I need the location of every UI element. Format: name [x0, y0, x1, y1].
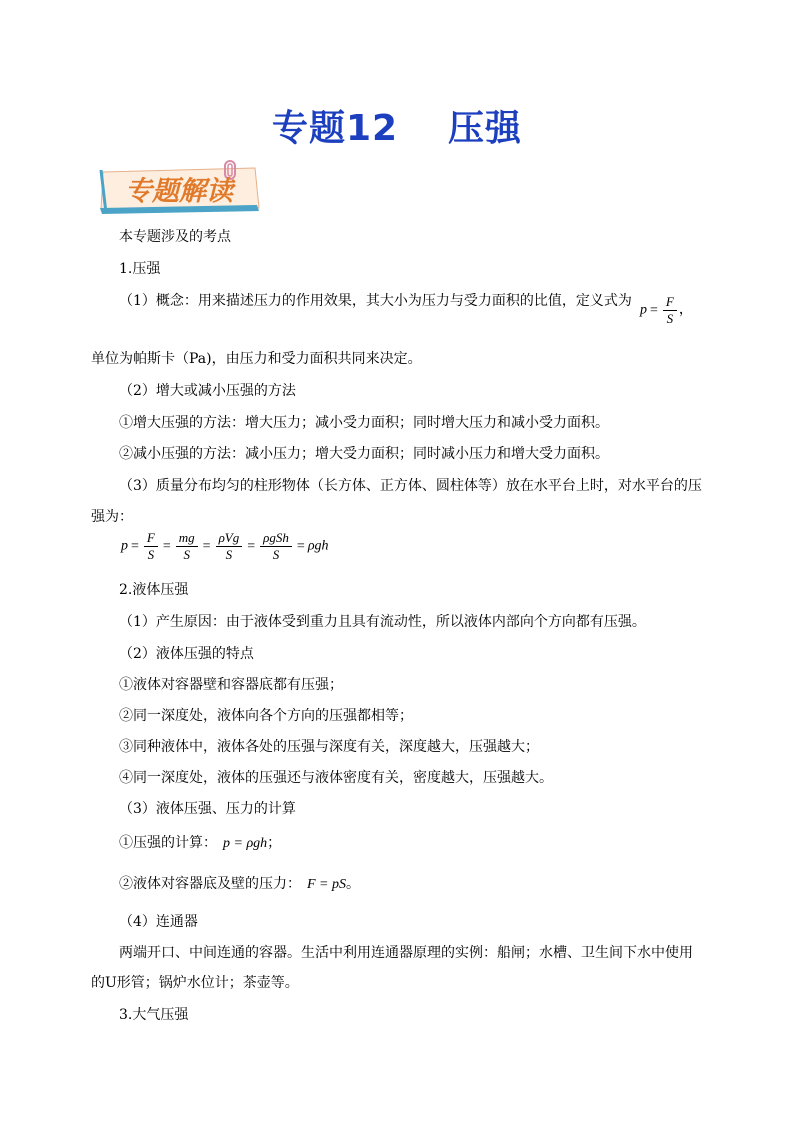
s2-calc-pressure: ①压强的计算： p = ρgh；: [119, 835, 282, 851]
s2-calc-force: ②液体对容器底及壁的压力： F = pS。: [119, 876, 360, 892]
s2-connector-text: 两端开口、中间连通的容器。生活中利用连通器原理的实例：船闸；水槽、卫生间下水中使用的U形管；锅炉水位计；茶壶等。: [91, 945, 693, 991]
s1-concept: （1）概念：用来描述压力的作用效果，其大小为压力与受力面积的比值，定义式为: [119, 293, 632, 309]
section-3-heading: 3.大气压强: [119, 1007, 189, 1023]
s2-features-heading: （2）液体压强的特点: [119, 646, 254, 662]
s2-calc-heading: （3）液体压强、压力的计算: [119, 801, 296, 817]
banner-label: 专题解读: [125, 176, 233, 207]
title-topic: 压强: [448, 108, 523, 149]
s1-methods-heading: （2）增大或减小压强的方法: [119, 383, 296, 399]
s1-method-decrease: ②减小压强的方法：减小压力；增大受力面积；同时减小压力和增大受力面积。: [119, 446, 609, 462]
s2-connector-heading: （4）连通器: [119, 914, 198, 930]
column-pressure-formula: p = $\frac{F}{S}$ = $\frac{mg}{S}$ = $\frac{\text{ρVg}}{S}$ = $\frac{\text{ρgSh}}{S}$ = ρgh: [121, 530, 329, 562]
s2-feature-c: ③同种液体中，液体各处的压强与深度有关，深度越大，压强越大；: [119, 739, 539, 755]
page-title: [0, 100, 794, 151]
s1-column-text: （3）质量分布均匀的柱形物体（长方体、正方体、圆柱体等）放在水平台上时，对水平台的压: [119, 478, 702, 494]
intro-text: 本专题涉及的考点: [119, 229, 231, 245]
pressure-definition-formula: p = $\frac{F}{S}$ ，: [640, 294, 693, 326]
s1-method-increase: ①增大压强的方法：增大压力；减小受力面积；同时增大压力和减小受力面积。: [119, 415, 609, 431]
s1-concept-cont: 单位为帕斯卡（Pa)，由压力和受力面积共同来决定。: [91, 351, 422, 367]
s2-feature-b: ②同一深度处，液体向各个方向的压强都相等；: [119, 708, 413, 724]
section-2-heading: 2.液体压强: [119, 582, 189, 598]
banner-graphic: [97, 158, 262, 216]
title-number: 专题12: [271, 108, 399, 149]
s2-feature-d: ④同一深度处，液体的压强还与液体密度有关，密度越大，压强越大。: [119, 770, 553, 786]
section-banner: [97, 158, 262, 216]
s2-feature-a: ①液体对容器壁和容器底都有压强；: [119, 677, 343, 693]
section-1-heading: 1.压强: [119, 261, 161, 277]
s2-cause: （1）产生原因：由于液体受到重力且具有流动性，所以液体内部向个方向都有压强。: [119, 614, 646, 630]
s1-column-text-cont: 强为：: [91, 509, 133, 525]
